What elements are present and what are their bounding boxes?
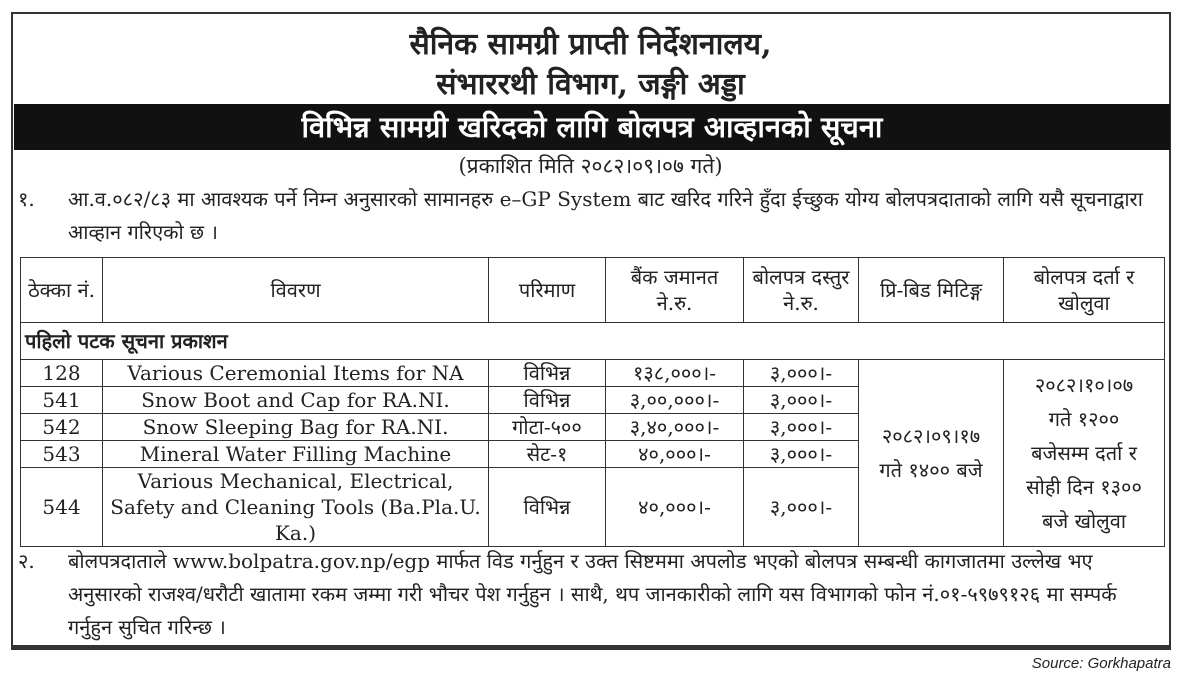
tender-table [20, 257, 1165, 547]
cell-fee: ३,०००।- [744, 360, 859, 387]
cell-desc: Snow Sleeping Bag for RA.NI. [103, 414, 489, 441]
cell-desc: Various Ceremonial Items for NA [103, 360, 489, 387]
paragraph-2 [18, 545, 1163, 644]
org-name: सैनिक सामग्री प्राप्ती निर्देशनालय, [409, 27, 772, 62]
cell-fee: ३,०००।- [744, 468, 859, 547]
table-header [21, 258, 1165, 323]
cell-no: 544 [21, 468, 103, 547]
cell-no: 128 [21, 360, 103, 387]
col-description: विवरण [103, 258, 489, 323]
paragraph-1 [18, 183, 1163, 249]
section-label: पहिलो पटक सूचना प्रकाशन [21, 323, 1165, 360]
cell-desc: Mineral Water Filling Machine [103, 441, 489, 468]
cell-desc: Snow Boot and Cap for RA.NI. [103, 387, 489, 414]
dept-name: संभाररथी विभाग, जङ्गी अड्डा [436, 67, 745, 102]
cell-guarantee: ४०,०००।- [606, 441, 744, 468]
cell-qty: विभिन्न [489, 387, 606, 414]
cell-qty: सेट-१ [489, 441, 606, 468]
para-number: १. [18, 187, 35, 211]
para-number: २. [18, 549, 35, 573]
notice-title: विभिन्न सामग्री खरिदको लागि बोलपत्र आव्हानको सूचना [14, 104, 1170, 150]
cell-qty: विभिन्न [489, 360, 606, 387]
cell-fee: ३,०००।- [744, 414, 859, 441]
cell-guarantee: ३,००,०००।- [606, 387, 744, 414]
cell-guarantee: ४०,०००।- [606, 468, 744, 547]
cell-guarantee: ३,४०,०००।- [606, 414, 744, 441]
col-quantity: परिमाण [489, 258, 606, 323]
cell-opening: २०८२।१०।०७ गते १२०० बजेसम्म दर्ता र सोही दिन १३०० बजे खोलुवा [1004, 360, 1165, 547]
section-row [21, 323, 1165, 360]
col-contract-no: ठेक्का नं. [21, 258, 103, 323]
cell-qty: विभिन्न [489, 468, 606, 547]
cell-prebid: २०८२।०९।१७ गते १४०० बजे [859, 360, 1004, 547]
source-credit: Source: Gorkhapatra [1031, 655, 1171, 672]
cell-no: 543 [21, 441, 103, 468]
col-prebid: प्रि-बिड मिटिङ्ग [859, 258, 1004, 323]
cell-qty: गोटा-५०० [489, 414, 606, 441]
cell-no: 542 [21, 414, 103, 441]
para-text: आ.व.०८२/८३ मा आवश्यक पर्ने निम्न अनुसारको सामानहरु e–GP System बाट खरिद गरिने हुँदा ईच्छुक योग्य बोलपत्रदाताको लागि यसै सूचनाद्वारा आव्हान गरिएको छ । [68, 187, 1143, 244]
cell-desc: Various Mechanical, Electrical, Safety and Cleaning Tools (Ba.Pla.U. Ka.) [103, 468, 489, 547]
cell-no: 541 [21, 387, 103, 414]
cell-guarantee: १३८,०००।- [606, 360, 744, 387]
col-bank-guarantee: बैंक जमानत ने.रु. [606, 258, 744, 323]
table-row [21, 360, 1165, 387]
cell-fee: ३,०००।- [744, 387, 859, 414]
cell-fee: ३,०००।- [744, 441, 859, 468]
col-opening: बोलपत्र दर्ता र खोलुवा [1004, 258, 1165, 323]
col-bid-fee: बोलपत्र दस्तुर ने.रु. [744, 258, 859, 323]
publish-date: (प्रकाशित मिति २०८२।०९।०७ गते) [458, 154, 723, 178]
para-text: बोलपत्रदाताले www.bolpatra.gov.np/egp मार्फत विड गर्नुहुन र उक्त सिष्टममा अपलोड भएको बोलपत्र सम्बन्धी कागजातमा उल्लेख भए अनुसारको राजश्व/धरौटी खातामा रकम जम्मा गरी भौचर पेश गर्नुहुन । साथै, थप जानकारीको लागि यस विभागको फोन नं.०१-५९७९१२६ मा सम्पर्क गर्नुहुन सुचित गरिन्छ । [68, 549, 1117, 639]
